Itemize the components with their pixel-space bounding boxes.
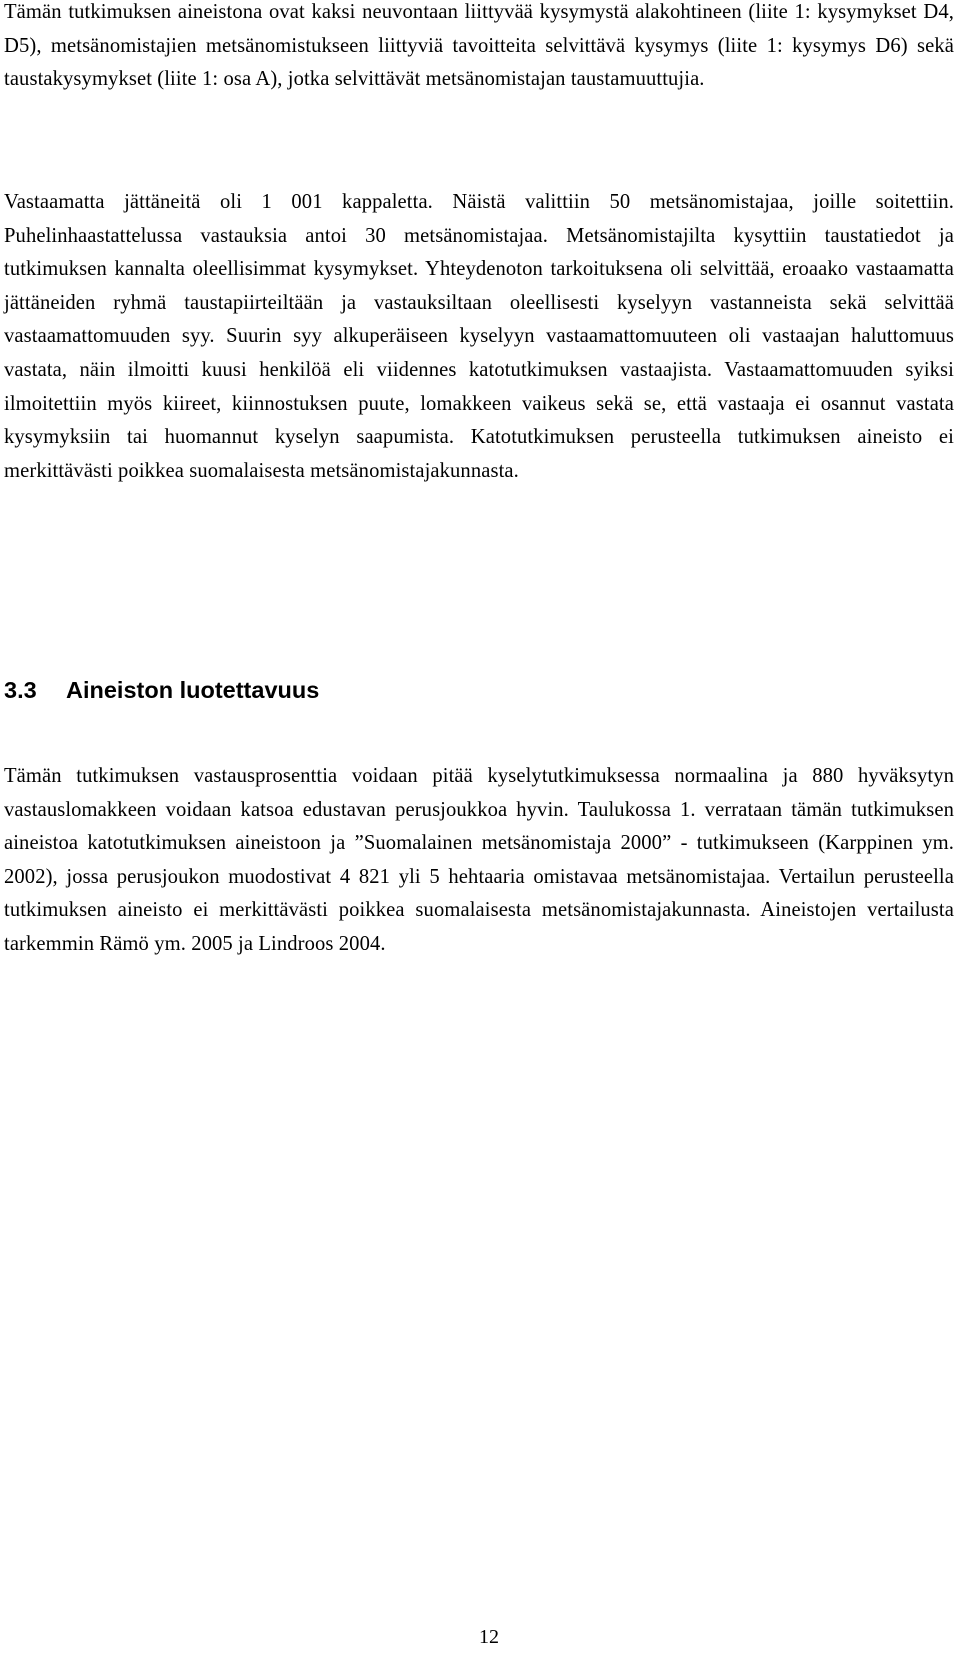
section-number: 3.3 (4, 677, 37, 703)
section-title: Aineiston luotettavuus (66, 677, 320, 703)
paragraph-data-sources: Tämän tutkimuksen aineistona ovat kaksi neuvontaan liittyvää kysymystä alakohtineen (liite 1: kysymykset D4, D5), metsänomistajien metsänomistukseen liittyviä tavoitteita selvittävä kysymys (liite 1: kysymys D6) sekä taustakysymykset (liite 1: osa A), jotka selvittävät metsänomistajan taustamuuttujia. (4, 1, 954, 91)
page-number: 12 (479, 1626, 499, 1648)
paragraph-data-reliability: Tämän tutkimuksen vastausprosenttia voidaan pitää kyselytutkimuksessa normaalina ja 880 hyväksytyn vastauslomakkeen voidaan katsoa edustavan perusjoukkoa hyvin. Taulukossa 1. verrataan tämän tutkimuksen aineistoa katotutkimuksen aineistoon ja ”Suomalainen metsänomistaja 2000” - tutkimukseen (Karppinen ym. 2002), jossa perusjoukon muodostivat 4 821 yli 5 hehtaaria omistavaa metsänomistajaa. Vertailun perusteella tutkimuksen aineisto ei merkittävästi poikkea suomalaisesta metsänomistajakunnasta. Aineistojen vertailusta tarkemmin Rämö ym. 2005 ja Lindroos 2004. (4, 765, 954, 955)
paragraph-nonresponse-study: Vastaamatta jättäneitä oli 1 001 kappaletta. Näistä valittiin 50 metsänomistajaa, joille soitettiin. Puhelinhaastattelussa vastauksia antoi 30 metsänomistajaa. Metsänomistajilta kysyttiin taustatiedot ja tutkimuksen kannalta oleellisimmat kysymykset. Yhteydenoton tarkoituksena oli selvittää, eroaako vastaamatta jättäneiden ryhmä taustapiirteiltään ja vastauksiltaan oleellisesti kyselyyn vastanneista sekä selvittää vastaamattomuuden syy. Suurin syy alkuperäiseen kyselyyn vastaamattomuuteen oli vastaajan haluttomuus vastata, näin ilmoitti kuusi henkilöä eli viidennes katotutkimuksen vastaajista. Vastaamattomuuden syiksi ilmoitettiin myös kiireet, kiinnostuksen puute, lomakkeen vaikeus sekä se, että vastaaja ei osannut vastata kysymyksiin tai huomannut kyselyn saapumista. Katotutkimuksen perusteella tutkimuksen aineisto ei merkittävästi poikkea suomalaisesta metsänomistajakunnasta. (4, 191, 954, 482)
section-heading (4, 675, 319, 705)
